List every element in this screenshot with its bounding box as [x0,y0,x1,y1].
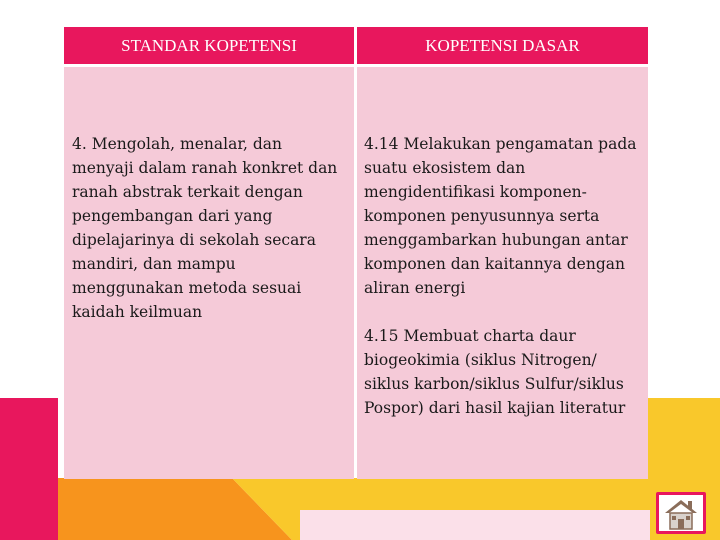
home-icon [663,497,699,531]
competency-table [64,27,648,479]
cell-standar-kompetensi [64,67,354,479]
magenta-left-block [0,398,58,540]
kompetensi-dasar-4-15: 4.15 Membuat charta daur biogeokimia (siklus Nitrogen/ siklus karbon/siklus Sulfur/siklus Pospor) dari hasil kajian literatur [364,327,626,417]
header-standar-kompetensi: STANDAR KOPETENSI [64,27,354,64]
light-pink-band [300,510,650,540]
kompetensi-dasar-4-14: 4.14 Melakukan pengamatan pada suatu ekosistem dan mengidentifikasi komponen-komponen penyusunnya serta menggambarkan hubungan antar komponen dan kaitannya dengan aliran energi [364,135,637,297]
header-kompetensi-dasar: KOPETENSI DASAR [357,27,648,64]
home-button[interactable] [656,492,706,534]
cell-kompetensi-dasar [357,67,648,479]
standar-kompetensi-text: 4. Mengolah, menalar, dan menyaji dalam ranah konkret dan ranah abstrak terkait dengan pengembangan dari yang dipelajarinya di sekolah secara mandiri, dan mampu menggunakan metoda sesuai kaidah keilmuan [72,135,338,321]
